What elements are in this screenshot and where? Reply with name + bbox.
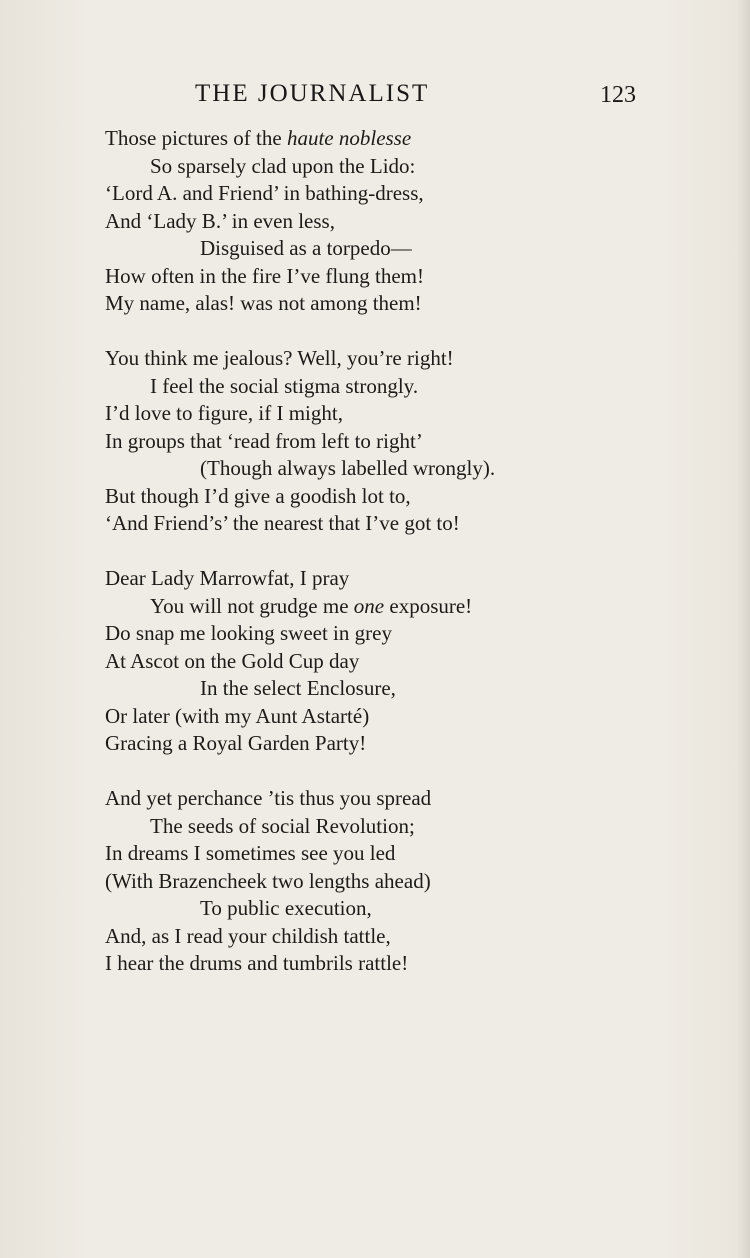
poem-line: Disguised as a torpedo—	[200, 236, 412, 260]
poem-line: Gracing a Royal Garden Party!	[105, 731, 367, 755]
poem-line: How often in the fire I’ve flung them!	[105, 263, 424, 288]
poem-line: ‘Lord A. and Friend’ in bathing-dress,	[105, 181, 424, 205]
poem-line: You will not grudge me one exposure!	[150, 593, 473, 618]
poem-line: The seeds of social Revolution;	[150, 813, 415, 838]
poem-line: I feel the social stigma strongly.	[150, 373, 419, 398]
italic-phrase: haute noblesse	[286, 126, 412, 150]
poem-line: You think me jealous? Well, you’re right!	[105, 346, 454, 370]
poem-line: Do snap me looking sweet in grey	[105, 621, 392, 645]
poem-line: (With Brazencheek two lengths ahead)	[105, 868, 431, 893]
poem-line: I hear the drums and tumbrils rattle!	[105, 951, 409, 975]
poem	[105, 125, 665, 1005]
poem-line: And ‘Lady B.’ in even less,	[105, 208, 335, 233]
poem-line: Dear Lady Marrowfat, I pray	[105, 566, 350, 590]
stanza	[105, 785, 665, 978]
stanza	[105, 345, 665, 538]
stanza	[105, 125, 665, 318]
poem-line: At Ascot on the Gold Cup day	[105, 648, 360, 673]
poem-line: I’d love to figure, if I might,	[105, 401, 343, 425]
page-number: 123	[600, 82, 636, 108]
poem-line: Those pictures of the haute noblesse	[105, 126, 412, 150]
poem-line: So sparsely clad upon the Lido:	[150, 153, 416, 178]
poem-line: In dreams I sometimes see you led	[105, 841, 396, 865]
poem-line: My name, alas! was not among them!	[105, 291, 422, 315]
italic-word: one	[353, 593, 385, 618]
stanza	[105, 565, 665, 758]
poem-line: (Though always labelled wrongly).	[200, 456, 496, 480]
running-title: THE JOURNALIST	[195, 80, 430, 107]
poem-line: And yet perchance ’tis thus you spread	[105, 786, 432, 810]
poem-line: In groups that ‘read from left to right’	[105, 428, 423, 453]
page-header	[0, 80, 750, 110]
poem-line: ‘And Friend’s’ the nearest that I’ve got to!	[105, 511, 460, 535]
poem-line: To public execution,	[200, 896, 372, 920]
poem-line: In the select Enclosure,	[200, 676, 396, 700]
poem-line: But though I’d give a goodish lot to,	[105, 483, 411, 508]
page-edge-shadow	[736, 0, 750, 1258]
poem-line: And, as I read your childish tattle,	[105, 923, 391, 948]
poem-line: Or later (with my Aunt Astarté)	[105, 703, 370, 728]
